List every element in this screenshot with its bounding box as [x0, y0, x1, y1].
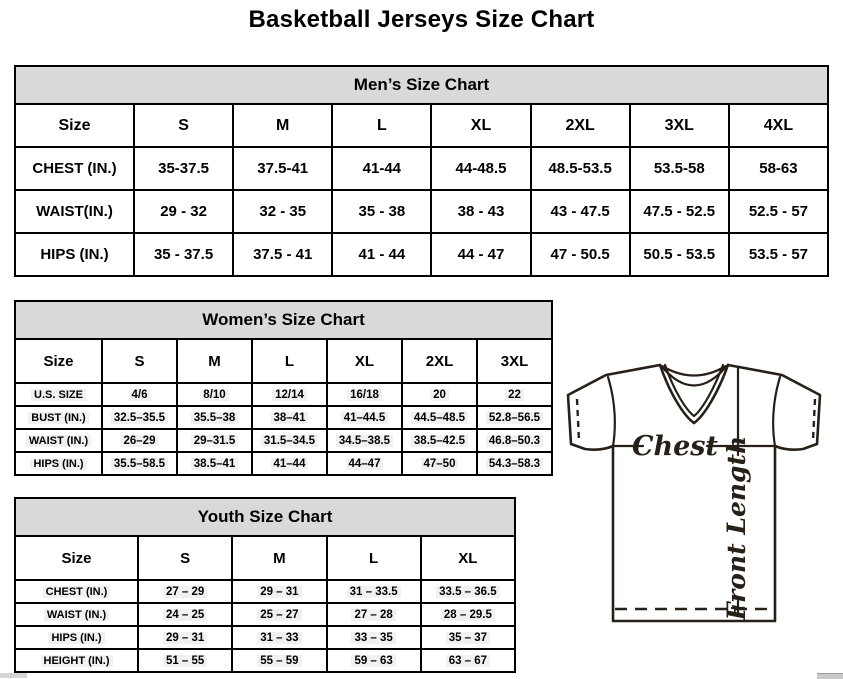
youth-section-title: Youth Size Chart — [15, 498, 515, 536]
youth-column-header: L — [327, 536, 421, 580]
youth-size-chart-table — [14, 497, 516, 673]
mens-row-label-waist: WAIST(IN.) — [15, 190, 134, 233]
size-cell: 50.5 - 53.5 — [630, 233, 729, 276]
youth-column-header: XL — [421, 536, 515, 580]
womens-row-label-hips: HIPS (IN.) — [15, 452, 102, 475]
size-cell: 29 – 31 — [138, 626, 232, 649]
womens-row-label-bust: BUST (IN.) — [15, 406, 102, 429]
size-cell: 53.5 - 57 — [729, 233, 828, 276]
size-cell: 47–50 — [402, 452, 477, 475]
size-cell: 29 - 32 — [134, 190, 233, 233]
youth-column-header: M — [232, 536, 326, 580]
page-title: Basketball Jerseys Size Chart — [248, 6, 595, 33]
womens-column-header: M — [177, 339, 252, 383]
collar-outer — [660, 365, 728, 423]
size-cell: 54.3–58.3 — [477, 452, 552, 475]
front-length-label: Front Length — [722, 435, 751, 621]
left-sleeve-seam — [608, 377, 615, 446]
size-cell: 48.5-53.5 — [531, 147, 630, 190]
size-cell: 38.5–41 — [177, 452, 252, 475]
size-cell: 52.8–56.5 — [477, 406, 552, 429]
size-cell: 47 - 50.5 — [531, 233, 630, 276]
size-cell: 41 - 44 — [332, 233, 431, 276]
size-cell: 53.5-58 — [630, 147, 729, 190]
womens-column-header: L — [252, 339, 327, 383]
womens-size-chart-table — [14, 300, 553, 476]
horizontal-scrollbar-fragment-left[interactable] — [0, 673, 27, 678]
size-cell: 24 – 25 — [138, 603, 232, 626]
size-cell: 31 – 33.5 — [327, 580, 421, 603]
youth-row-label-chest: CHEST (IN.) — [15, 580, 138, 603]
mens-column-header: 2XL — [531, 104, 630, 147]
size-cell: 31 – 33 — [232, 626, 326, 649]
size-cell: 35 – 37 — [421, 626, 515, 649]
size-cell: 59 – 63 — [327, 649, 421, 672]
size-cell: 22 — [477, 383, 552, 406]
mens-column-header: L — [332, 104, 431, 147]
size-cell: 52.5 - 57 — [729, 190, 828, 233]
womens-column-header: XL — [327, 339, 402, 383]
size-cell: 31.5–34.5 — [252, 429, 327, 452]
mens-size-chart-table — [14, 65, 829, 277]
size-cell: 37.5 - 41 — [233, 233, 332, 276]
size-cell: 41–44 — [252, 452, 327, 475]
size-cell: 35.5–38 — [177, 406, 252, 429]
womens-size-header: Size — [15, 339, 102, 383]
size-cell: 28 – 29.5 — [421, 603, 515, 626]
size-cell: 35-37.5 — [134, 147, 233, 190]
mens-size-header: Size — [15, 104, 134, 147]
mens-row-label-chest: CHEST (IN.) — [15, 147, 134, 190]
womens-row-label-us-size: U.S. SIZE — [15, 383, 102, 406]
mens-row-label-hips: HIPS (IN.) — [15, 233, 134, 276]
mens-column-header: 4XL — [729, 104, 828, 147]
size-cell: 33 – 35 — [327, 626, 421, 649]
size-cell: 35 - 38 — [332, 190, 431, 233]
collar-back-seam — [662, 366, 726, 376]
size-cell: 26–29 — [102, 429, 177, 452]
size-cell: 44-48.5 — [431, 147, 530, 190]
size-cell: 55 – 59 — [232, 649, 326, 672]
size-cell: 41-44 — [332, 147, 431, 190]
mens-section-title: Men’s Size Chart — [15, 66, 828, 104]
size-cell: 25 – 27 — [232, 603, 326, 626]
size-cell: 32.5–35.5 — [102, 406, 177, 429]
womens-column-header: 3XL — [477, 339, 552, 383]
mens-column-header: M — [233, 104, 332, 147]
right-sleeve-seam — [773, 377, 780, 446]
size-cell: 58-63 — [729, 147, 828, 190]
mens-column-header: S — [134, 104, 233, 147]
horizontal-scrollbar-fragment-right[interactable] — [817, 673, 843, 679]
size-cell: 47.5 - 52.5 — [630, 190, 729, 233]
size-cell: 38.5–42.5 — [402, 429, 477, 452]
jersey-measurement-diagram — [556, 358, 838, 630]
size-cell: 29 – 31 — [232, 580, 326, 603]
womens-column-header: S — [102, 339, 177, 383]
size-cell: 29–31.5 — [177, 429, 252, 452]
size-cell: 16/18 — [327, 383, 402, 406]
mens-column-header: 3XL — [630, 104, 729, 147]
womens-column-header: 2XL — [402, 339, 477, 383]
size-cell: 63 – 67 — [421, 649, 515, 672]
youth-row-label-waist: WAIST (IN.) — [15, 603, 138, 626]
womens-row-label-waist: WAIST (IN.) — [15, 429, 102, 452]
size-cell: 51 – 55 — [138, 649, 232, 672]
youth-size-header: Size — [15, 536, 138, 580]
youth-row-label-hips: HIPS (IN.) — [15, 626, 138, 649]
size-cell: 34.5–38.5 — [327, 429, 402, 452]
size-cell: 27 – 29 — [138, 580, 232, 603]
size-cell: 41–44.5 — [327, 406, 402, 429]
size-cell: 8/10 — [177, 383, 252, 406]
size-cell: 38 - 43 — [431, 190, 530, 233]
size-cell: 44 - 47 — [431, 233, 530, 276]
size-cell: 33.5 – 36.5 — [421, 580, 515, 603]
youth-row-label-height: HEIGHT (IN.) — [15, 649, 138, 672]
size-cell: 35.5–58.5 — [102, 452, 177, 475]
right-cuff-stitch-line — [813, 399, 815, 441]
youth-column-header: S — [138, 536, 232, 580]
jersey-outline — [568, 365, 820, 621]
size-cell: 38–41 — [252, 406, 327, 429]
size-cell: 27 – 28 — [327, 603, 421, 626]
size-cell: 20 — [402, 383, 477, 406]
size-cell: 37.5-41 — [233, 147, 332, 190]
size-cell: 43 - 47.5 — [531, 190, 630, 233]
size-cell: 44–47 — [327, 452, 402, 475]
size-cell: 35 - 37.5 — [134, 233, 233, 276]
size-cell: 46.8–50.3 — [477, 429, 552, 452]
size-cell: 44.5–48.5 — [402, 406, 477, 429]
mens-column-header: XL — [431, 104, 530, 147]
chest-label: Chest — [632, 431, 718, 462]
size-cell: 4/6 — [102, 383, 177, 406]
size-cell: 32 - 35 — [233, 190, 332, 233]
womens-section-title: Women’s Size Chart — [15, 301, 552, 339]
size-cell: 12/14 — [252, 383, 327, 406]
left-cuff-stitch-line — [577, 399, 579, 441]
